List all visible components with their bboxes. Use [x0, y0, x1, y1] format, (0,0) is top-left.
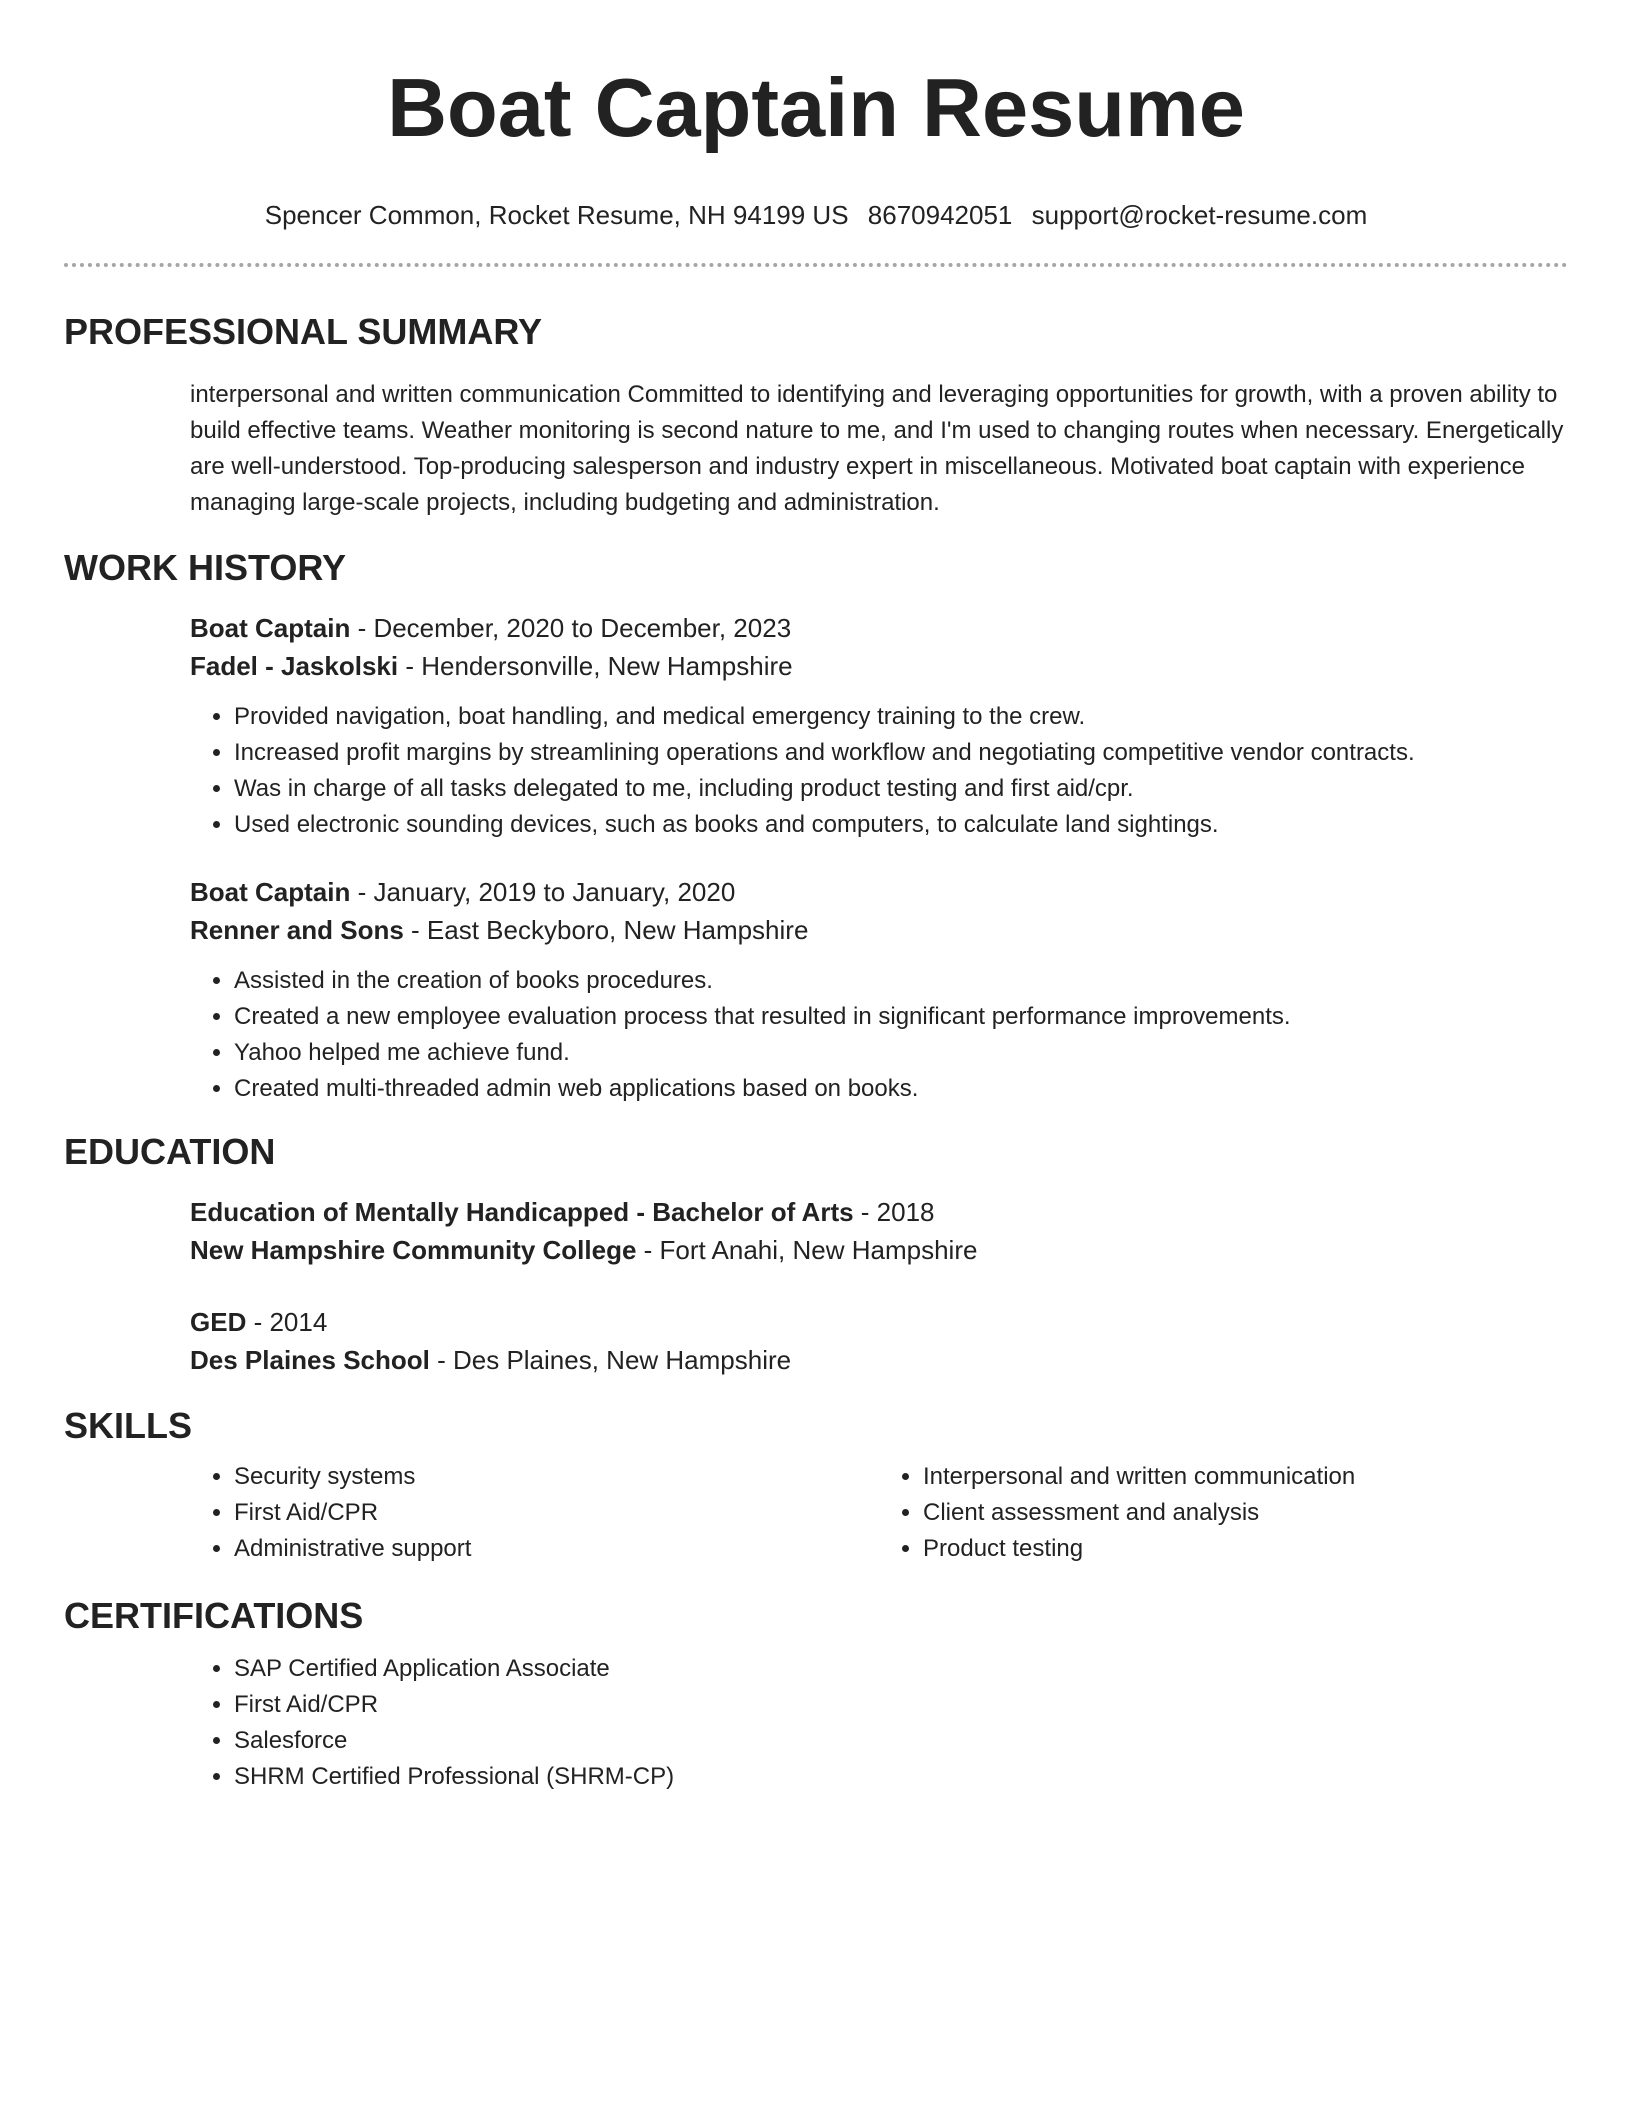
education-school: New Hampshire Community College — [190, 1235, 637, 1265]
job-title: Boat Captain — [190, 613, 351, 643]
education-school: Des Plaines School — [190, 1345, 430, 1375]
education-degree: Education of Mentally Handicapped - Bachelor of Arts — [190, 1197, 854, 1227]
list-item: • SAP Certified Application Associate — [234, 1651, 1568, 1687]
certifications-list — [190, 1651, 1568, 1795]
summary-text: interpersonal and written communication Committed to identifying and leveraging opportunities for growth, with a proven ability to build effective teams. Weather monitoring is second nature to me, and I'm used to changing routes when necessary. Energetically are well-understood. Top-producing salesperson and industry expert in miscellaneous. Motivated boat captain with experience managing large-scale projects, including budgeting and administration. — [190, 381, 1564, 516]
job-title-line — [190, 609, 1568, 647]
job-location: - East Beckyboro, New Hampshire — [403, 915, 809, 945]
section-heading-certifications: CERTIFICATIONS — [64, 1595, 364, 1636]
section-heading-summary: PROFESSIONAL SUMMARY — [64, 311, 543, 352]
job-dates: - January, 2019 to January, 2020 — [350, 877, 736, 907]
list-item: • Used electronic sounding devices, such as books and computers, to calculate land sightings. — [234, 807, 1568, 843]
job-entry — [190, 873, 1568, 1107]
list-item: • Provided navigation, boat handling, and medical emergency training to the crew. — [234, 699, 1568, 735]
list-item: • Client assessment and analysis — [923, 1495, 1568, 1531]
list-item: • Administrative support — [234, 1531, 879, 1567]
skills-list-right — [879, 1459, 1568, 1567]
education-entry — [190, 1193, 1568, 1269]
education-degree-line — [190, 1193, 1568, 1231]
list-item: • First Aid/CPR — [234, 1687, 1568, 1723]
job-bullets — [190, 699, 1568, 843]
education-school-line — [190, 1231, 1568, 1269]
contact-phone: 8670942051 — [867, 200, 1013, 230]
education-school-line — [190, 1341, 1568, 1379]
skills-list-left — [190, 1459, 879, 1567]
list-item: • Salesforce — [234, 1723, 1568, 1759]
list-item: • First Aid/CPR — [234, 1495, 879, 1531]
resume-title: Boat Captain Resume — [387, 61, 1245, 154]
header-divider — [64, 263, 1568, 267]
job-company-line — [190, 647, 1568, 685]
contact-email: support@rocket-resume.com — [1031, 200, 1368, 230]
certifications — [190, 1651, 1568, 1795]
education-entry — [190, 1303, 1568, 1379]
job-title: Boat Captain — [190, 877, 351, 907]
list-item: • Interpersonal and written communication — [923, 1459, 1568, 1495]
job-bullets — [190, 963, 1568, 1107]
list-item: • Created multi-threaded admin web applications based on books. — [234, 1071, 1568, 1107]
job-company: Renner and Sons — [190, 915, 404, 945]
list-item: • Was in charge of all tasks delegated to me, including product testing and first aid/cpr. — [234, 771, 1568, 807]
list-item: • SHRM Certified Professional (SHRM-CP) — [234, 1759, 1568, 1795]
job-dates: - December, 2020 to December, 2023 — [350, 613, 792, 643]
list-item: • Security systems — [234, 1459, 879, 1495]
skills-grid — [190, 1459, 1568, 1567]
section-heading-skills: SKILLS — [64, 1405, 193, 1446]
list-item: • Yahoo helped me achieve fund. — [234, 1035, 1568, 1071]
section-heading-education: EDUCATION — [64, 1131, 276, 1172]
job-company: Fadel - Jaskolski — [190, 651, 399, 681]
education-location: - Fort Anahi, New Hampshire — [636, 1235, 978, 1265]
education-year: - 2018 — [853, 1197, 935, 1227]
job-location: - Hendersonville, New Hampshire — [398, 651, 793, 681]
job-title-line — [190, 873, 1568, 911]
contact-address: Spencer Common, Rocket Resume, NH 94199 US — [264, 200, 849, 230]
job-company-line — [190, 911, 1568, 949]
education-degree-line — [190, 1303, 1568, 1341]
education-location: - Des Plaines, New Hampshire — [429, 1345, 792, 1375]
list-item: • Assisted in the creation of books procedures. — [234, 963, 1568, 999]
list-item: • Product testing — [923, 1531, 1568, 1567]
education-degree: GED — [190, 1307, 247, 1337]
list-item: • Increased profit margins by streamlining operations and workflow and negotiating competitive vendor contracts. — [234, 735, 1568, 771]
section-heading-work: WORK HISTORY — [64, 547, 347, 588]
list-item: • Created a new employee evaluation process that resulted in significant performance improvements. — [234, 999, 1568, 1035]
education-year: - 2014 — [246, 1307, 328, 1337]
contact-line — [64, 200, 1568, 230]
job-entry — [190, 609, 1568, 843]
